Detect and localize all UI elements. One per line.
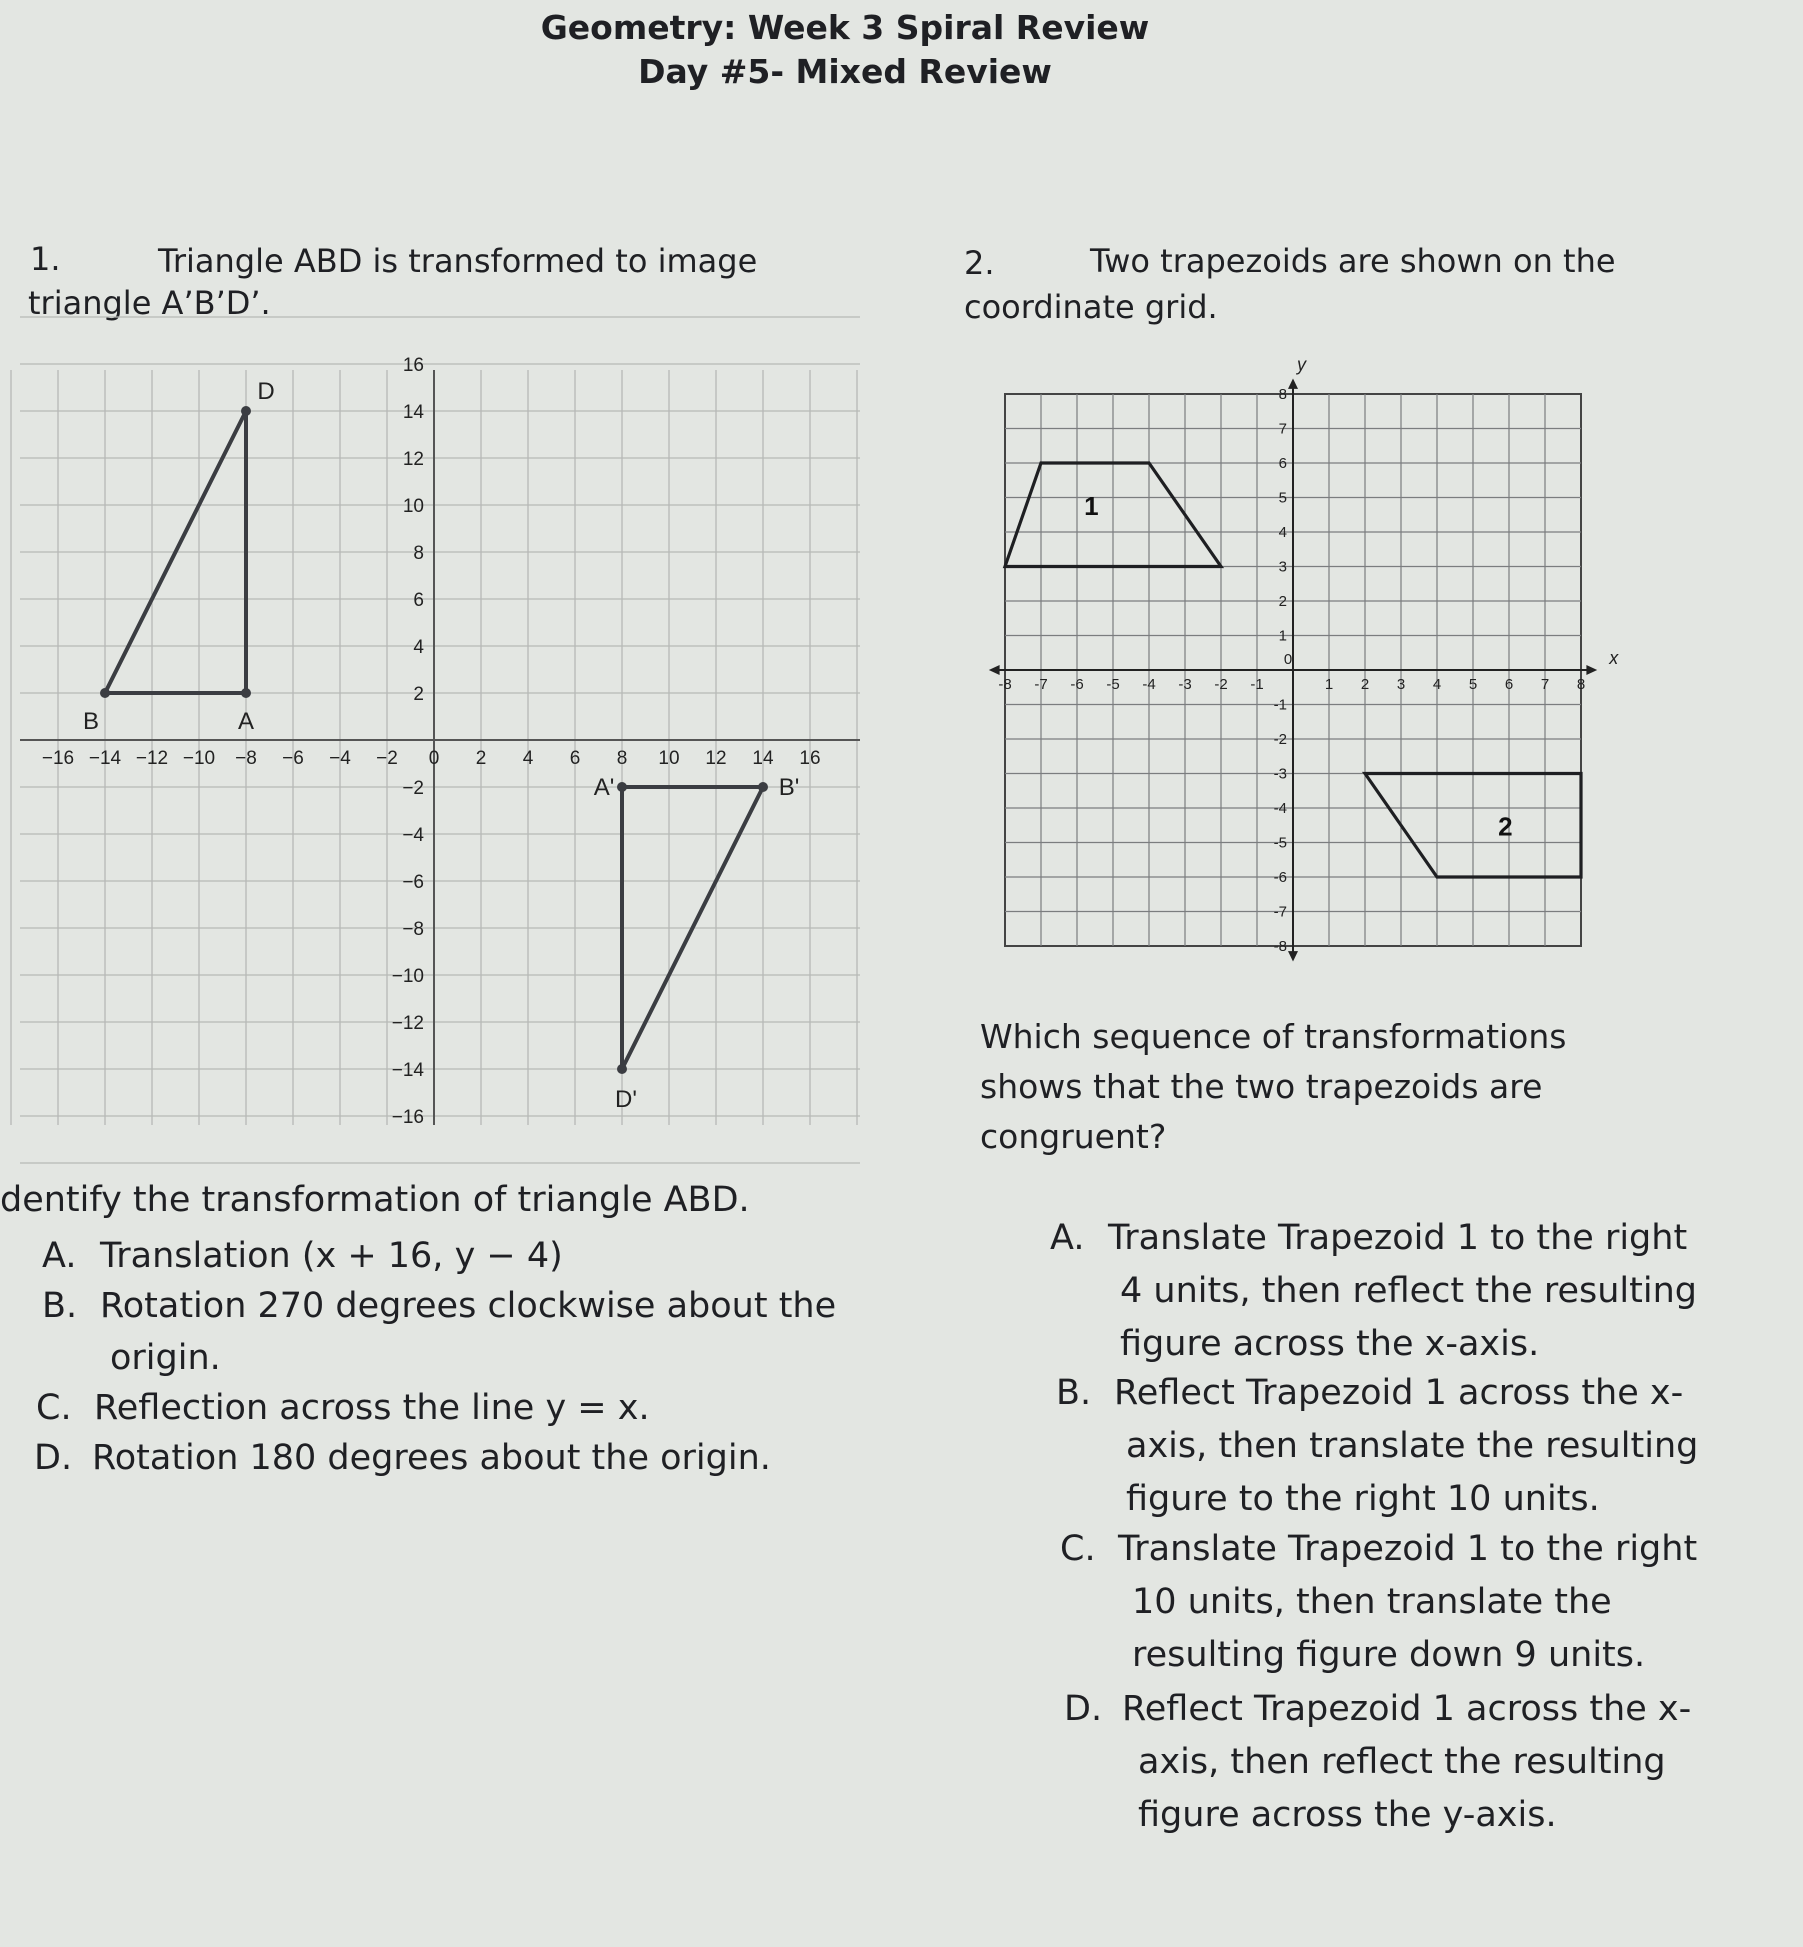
option-text: figure to the right 10 units.: [1126, 1479, 1600, 1519]
y-tick-label: -8: [1273, 938, 1287, 955]
y-tick-label: 7: [1278, 420, 1287, 438]
x-tick-label: 8: [616, 748, 628, 769]
option-letter: A.: [42, 1236, 77, 1276]
y-tick-label: 6: [1278, 455, 1287, 472]
option-text: 10 units, then translate the: [1132, 1582, 1612, 1622]
x-tick-label: 2: [475, 748, 487, 769]
y-tick-label: 8: [413, 543, 424, 564]
vertex-label-d-prime: D': [615, 1086, 637, 1113]
x-tick-label: 0: [1283, 651, 1293, 668]
x-tick-label: -7: [1034, 676, 1048, 693]
x-tick-label: 0: [428, 748, 440, 769]
option-letter: C.: [36, 1388, 72, 1428]
x-tick-label: −6: [282, 748, 304, 769]
q2-prompt-line1: Two trapezoids are shown on the: [1090, 242, 1616, 280]
q2-number: 2.: [964, 244, 995, 282]
x-axis-label: x: [1609, 648, 1619, 668]
y-tick-label: -1: [1273, 696, 1287, 714]
x-tick-label: 5: [1468, 676, 1478, 693]
q2-option-c[interactable]: [1060, 1523, 1740, 1682]
x-tick-label: −4: [329, 748, 351, 769]
x-tick-label: 4: [522, 748, 534, 769]
y-tick-label: 4: [413, 637, 424, 658]
q1-prompt-line1: Triangle ABD is transformed to image: [158, 242, 758, 280]
y-tick-label: 10: [402, 496, 424, 517]
q1-option-b[interactable]: [42, 1280, 836, 1333]
vertex-label-d: D: [257, 378, 275, 405]
option-text: Rotation 270 degrees clockwise about the: [100, 1286, 837, 1326]
y-tick-label: −6: [402, 872, 424, 893]
y-tick-label: 4: [1278, 524, 1287, 541]
option-text: Reflect Trapezoid 1 across the x-: [1122, 1689, 1692, 1729]
q1-option-c[interactable]: [36, 1382, 650, 1435]
x-tick-label: -3: [1178, 676, 1192, 693]
vertex-label-b-prime: B': [778, 774, 800, 801]
q2-question: [980, 1012, 1566, 1162]
q1-option-a[interactable]: [42, 1230, 563, 1283]
trapezoid-1-label: 1: [1084, 490, 1099, 521]
x-tick-label: 6: [1504, 676, 1514, 693]
vertex-point: [100, 688, 110, 698]
x-tick-label: −10: [182, 748, 216, 769]
y-tick-label: 2: [1278, 593, 1287, 610]
q2-prompt-line2: coordinate grid.: [964, 288, 1218, 326]
option-text: resulting figure down 9 units.: [1132, 1635, 1646, 1675]
q1-option-b-cont: [110, 1332, 221, 1385]
x-axis-arrow-left: [989, 665, 1000, 675]
vertex-point: [617, 1064, 627, 1074]
y-tick-label: -2: [1273, 731, 1287, 748]
y-tick-label: 3: [1278, 558, 1287, 576]
x-tick-label: -1: [1250, 676, 1264, 693]
worksheet-subtitle: Day #5- Mixed Review: [638, 52, 1052, 91]
y-tick-label: −16: [391, 1107, 424, 1128]
y-tick-label: 12: [402, 449, 424, 470]
y-tick-label: 1: [1278, 627, 1287, 645]
option-letter: D.: [34, 1438, 73, 1478]
vertex-label-a-prime: A': [593, 774, 615, 801]
x-tick-label: 14: [752, 748, 774, 769]
q2-question-line: congruent?: [980, 1117, 1167, 1156]
option-text: Rotation 180 degrees about the origin.: [92, 1438, 771, 1478]
x-tick-label: 12: [705, 748, 727, 769]
vertex-point: [241, 406, 251, 416]
y-tick-label: -5: [1273, 834, 1287, 852]
y-axis-arrow-up: [1288, 378, 1298, 388]
option-text: Reflection across the line y = x.: [94, 1388, 650, 1428]
x-tick-label: −14: [88, 748, 122, 769]
option-text: axis, then reflect the resulting: [1138, 1742, 1666, 1782]
y-tick-label: −4: [402, 825, 424, 846]
vertex-point: [241, 688, 251, 698]
q1-coordinate-graph: [0, 355, 870, 1145]
y-tick-label: −2: [402, 778, 424, 799]
x-tick-label: −16: [41, 748, 75, 769]
x-tick-label: -4: [1142, 676, 1156, 693]
y-tick-label: −10: [391, 966, 424, 987]
option-text: Translate Trapezoid 1 to the right: [1118, 1529, 1698, 1569]
q1-prompt-line2: triangle A’B’D’.: [28, 284, 271, 322]
x-tick-label: -5: [1106, 676, 1120, 693]
x-tick-label: 6: [569, 748, 581, 769]
q2-question-line: Which sequence of transformations: [980, 1017, 1567, 1056]
x-tick-label: −12: [135, 748, 169, 769]
q2-option-b[interactable]: [1056, 1367, 1736, 1526]
y-tick-label: -6: [1273, 869, 1287, 886]
option-text: origin.: [110, 1338, 221, 1378]
y-tick-label: −8: [402, 919, 424, 940]
option-text: Translation (x + 16, y − 4): [100, 1236, 563, 1276]
trapezoid-2-label: 2: [1498, 811, 1513, 842]
q2-option-d[interactable]: [1064, 1683, 1744, 1842]
option-text: Reflect Trapezoid 1 across the x-: [1114, 1373, 1684, 1413]
y-tick-label: 16: [402, 355, 424, 376]
vertex-label-b: B: [82, 708, 100, 735]
y-tick-label: 6: [413, 590, 424, 611]
y-tick-label: 14: [402, 402, 424, 423]
x-tick-label: 7: [1540, 676, 1550, 693]
y-tick-label: 5: [1278, 489, 1287, 507]
y-axis-label: y: [1297, 354, 1306, 375]
x-tick-label: 4: [1432, 676, 1442, 693]
q1-number: 1.: [30, 240, 61, 278]
vertex-label-a: A: [237, 708, 255, 735]
x-axis-arrow-right: [1586, 665, 1597, 675]
option-text: Translate Trapezoid 1 to the right: [1108, 1218, 1688, 1258]
x-tick-label: 3: [1396, 676, 1406, 693]
x-tick-label: -8: [998, 676, 1012, 693]
vertex-point: [758, 782, 768, 792]
x-tick-label: −8: [235, 748, 257, 769]
q1-option-d[interactable]: [34, 1432, 771, 1485]
q2-coordinate-graph: [990, 354, 1630, 960]
option-text: 4 units, then reflect the resulting: [1120, 1271, 1697, 1311]
y-tick-label: -4: [1273, 800, 1287, 817]
option-text: axis, then translate the resulting: [1126, 1426, 1699, 1466]
y-tick-label: −12: [391, 1013, 424, 1034]
x-tick-label: -6: [1070, 676, 1084, 693]
q2-question-line: shows that the two trapezoids are: [980, 1067, 1543, 1106]
option-text: figure across the y-axis.: [1138, 1795, 1557, 1835]
option-text: figure across the x-axis.: [1120, 1324, 1540, 1364]
x-tick-label: -2: [1214, 676, 1228, 693]
q1-question: dentify the transformation of triangle ABD.: [0, 1180, 750, 1220]
y-tick-label: -3: [1273, 765, 1287, 783]
option-letter: D.: [1064, 1689, 1103, 1729]
option-letter: B.: [1056, 1373, 1092, 1413]
option-letter: A.: [1050, 1218, 1085, 1258]
vertex-point: [617, 782, 627, 792]
option-letter: B.: [42, 1286, 78, 1326]
y-axis-arrow-down: [1288, 951, 1298, 961]
x-tick-label: 16: [799, 748, 821, 769]
x-tick-label: 1: [1324, 676, 1334, 693]
x-tick-label: 10: [658, 748, 680, 769]
x-tick-label: 2: [1360, 676, 1370, 693]
x-tick-label: 8: [1576, 676, 1586, 693]
y-tick-label: 2: [413, 684, 424, 705]
option-letter: C.: [1060, 1529, 1096, 1569]
y-tick-label: 8: [1278, 386, 1287, 403]
y-tick-label: -7: [1273, 903, 1287, 921]
y-tick-label: −14: [391, 1060, 424, 1081]
worksheet-title: Geometry: Week 3 Spiral Review: [540, 8, 1150, 47]
q2-option-a[interactable]: [1050, 1212, 1730, 1371]
x-tick-label: −2: [376, 748, 398, 769]
